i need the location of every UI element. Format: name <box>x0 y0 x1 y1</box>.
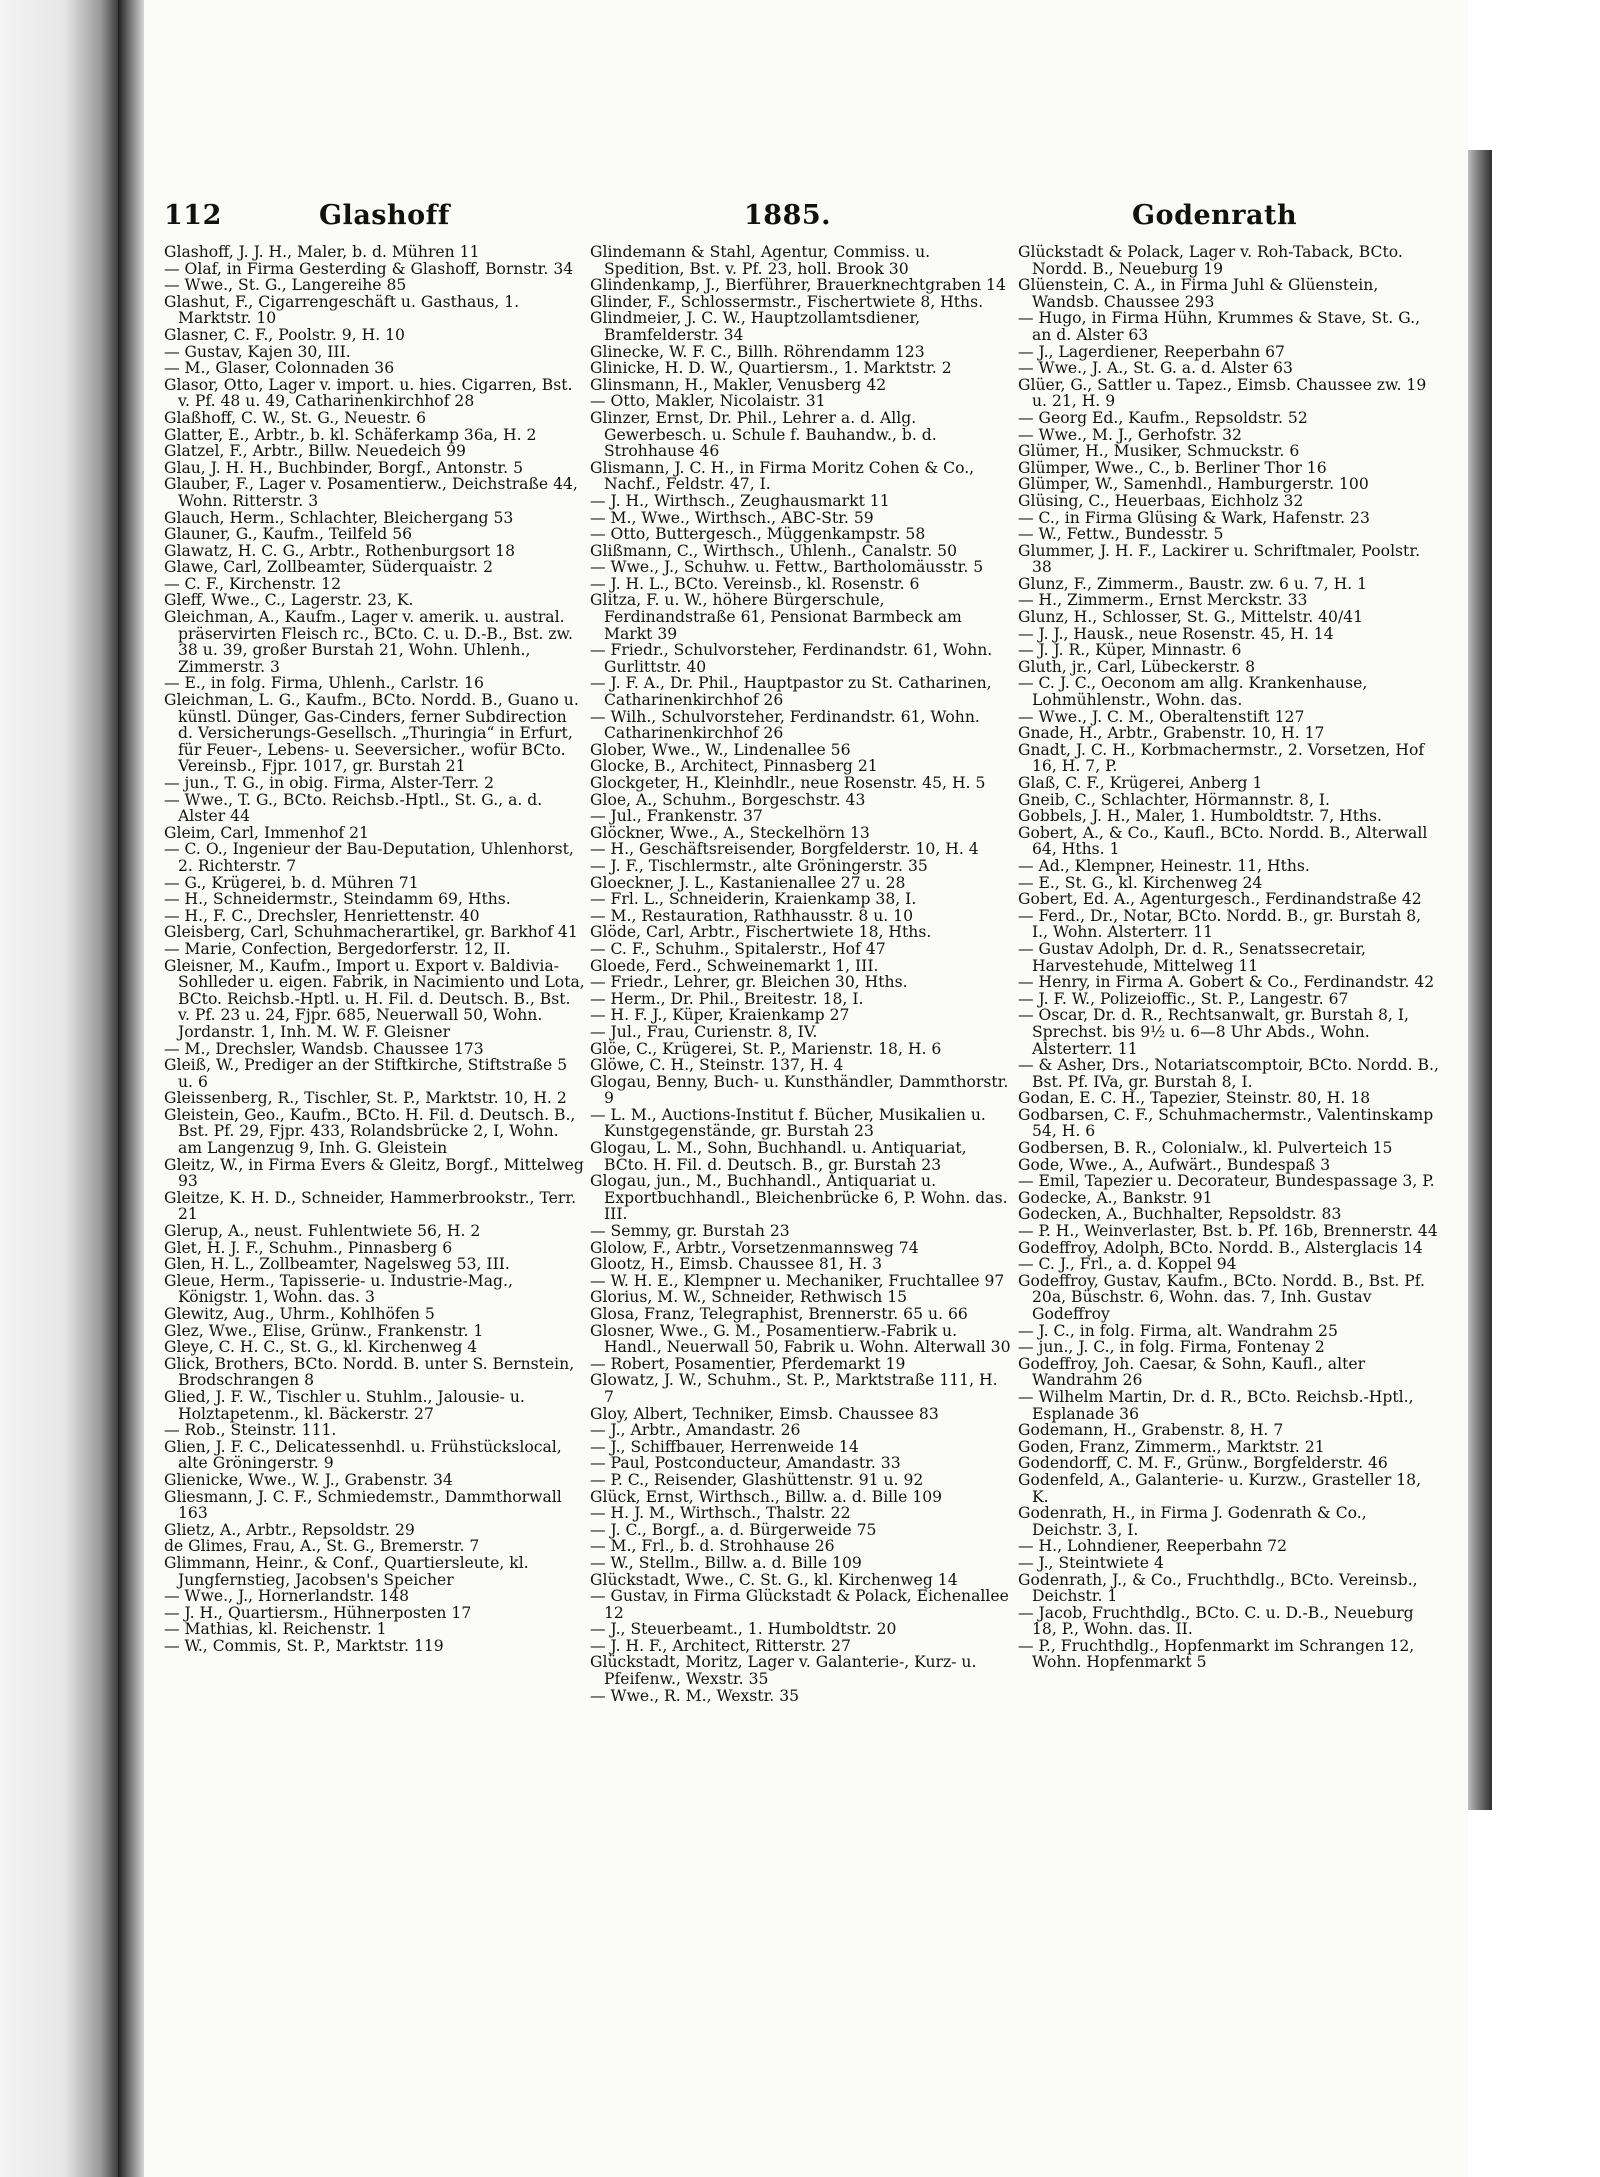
directory-entry: Gleistein, Geo., Kaufm., BCto. H. Fil. d. Deutsch. B., Bst. Pf. 29, Fjpr. 433, Rolandsbrücke 2, I, Wohn. am Langenzug 9, Inh. G. Gleistein <box>164 1105 576 1158</box>
directory-entry: — Jul., Frau, Curienstr. 8, IV. <box>590 1022 818 1041</box>
directory-entry: — J. F. A., Dr. Phil., Hauptpastor zu St. Catharinen, Catharinenkirchhof 26 <box>590 674 992 710</box>
directory-entry: Glerup, A., neust. Fuhlentwiete 56, H. 2 <box>164 1222 481 1241</box>
directory-entry: — Wwe., R. M., Wexstr. 35 <box>590 1686 800 1705</box>
directory-entry: — J., Steuerbeamt., 1. Humboldtstr. 20 <box>590 1620 897 1639</box>
directory-entry: — Ferd., Dr., Notar, BCto. Nordd. B., gr. Burstah 8, I., Wohn. Alsterterr. 11 <box>1018 906 1422 942</box>
directory-entry: — Gustav, Kajen 30, III. <box>164 342 351 361</box>
directory-entry: — M., Restauration, Rathhausstr. 8 u. 10 <box>590 906 914 925</box>
directory-entry: Gneib, C., Schlachter, Hörmannstr. 8, I. <box>1018 790 1331 809</box>
directory-entry: — E., St. G., kl. Kirchenweg 24 <box>1018 873 1263 892</box>
directory-entry: — J. F. W., Polizeioffic., St. P., Langestr. 67 <box>1018 989 1349 1008</box>
directory-entry: — Ad., Klempner, Heinestr. 11, Hths. <box>1018 856 1310 875</box>
directory-entry: — Paul, Postconducteur, Amandastr. 33 <box>590 1454 901 1473</box>
directory-entry: — G., Krügerei, b. d. Mühren 71 <box>164 873 419 892</box>
directory-entry: Glatzel, F., Arbtr., Billw. Neuedeich 99 <box>164 442 466 461</box>
directory-entry: Glen, H. L., Zollbeamter, Nagelsweg 53, III. <box>164 1255 510 1274</box>
directory-entry: Glindmeier, J. C. W., Hauptzollamtsdiener, Bramfelderstr. 34 <box>590 309 921 344</box>
directory-entry: — Wwe., T. G., BCto. Reichsb.-Hptl., St. G., a. d. Alster 44 <box>164 790 543 826</box>
directory-entry: — C. J., Frl., a. d. Koppel 94 <box>1018 1255 1237 1274</box>
directory-entry: Glet, H. J. F., Schuhm., Pinnasberg 6 <box>164 1238 453 1257</box>
directory-entry: Glümper, Wwe., C., b. Berliner Thor 16 <box>1018 458 1327 477</box>
page-header <box>164 200 1464 240</box>
directory-entry: Gleim, Carl, Immenhof 21 <box>164 823 369 842</box>
directory-entry: Godecke, A., Bankstr. 91 <box>1018 1188 1213 1207</box>
directory-entry: — C. F., Schuhm., Spitalerstr., Hof 47 <box>590 939 886 958</box>
directory-entry: Glauch, Herm., Schlachter, Bleichergang 53 <box>164 508 514 527</box>
directory-entry: — H., Lohndiener, Reeperbahn 72 <box>1018 1537 1287 1556</box>
directory-entry: — J. H. F., Architect, Ritterstr. 27 <box>590 1636 851 1655</box>
directory-entry: — Georg Ed., Kaufm., Repsoldstr. 52 <box>1018 408 1308 427</box>
directory-entry: — Semmy, gr. Burstah 23 <box>590 1222 790 1241</box>
directory-entry: Gnadt, J. C. H., Korbmachermstr., 2. Vorsetzen, Hof 16, H. 7, P. <box>1018 740 1425 776</box>
directory-entry: — J. J. R., Küper, Minnastr. 6 <box>1018 641 1242 660</box>
directory-entry: Glaß, C. F., Krügerei, Anberg 1 <box>1018 774 1263 792</box>
directory-entry: Glaßhoff, C. W., St. G., Neuestr. 6 <box>164 408 427 427</box>
directory-entry: Glöckner, Wwe., A., Steckelhörn 13 <box>590 823 870 842</box>
directory-entry: Glien, J. F. C., Delicatessenhdl. u. Frühstückslocal, alte Gröningerstr. 9 <box>164 1437 562 1473</box>
directory-entry: Glootz, H., Eimsb. Chaussee 81, H. 3 <box>590 1255 883 1274</box>
running-head-right: Godenrath <box>1132 200 1298 231</box>
directory-entry: Glüenstein, C. A., in Firma Juhl & Glüenstein, Wandsb. Chaussee 293 <box>1018 276 1379 311</box>
column-3 <box>1018 244 1440 1671</box>
directory-entry: — M., Frl., b. d. Strohhause 26 <box>590 1537 835 1556</box>
directory-entry: Glowatz, J. W., Schuhm., St. P., Marktstraße 111, H. 7 <box>590 1371 998 1406</box>
directory-entry: — P. C., Reisender, Glashüttenstr. 91 u. 92 <box>590 1470 924 1489</box>
directory-entry: — H., Schneidermstr., Steindamm 69, Hths. <box>164 890 511 909</box>
directory-entry: Gloeckner, J. L., Kastanienallee 27 u. 28 <box>590 873 906 892</box>
directory-entry: Gleisberg, Carl, Schuhmacherartikel, gr. Barkhof 41 <box>164 923 578 942</box>
directory-entry: Glasner, C. F., Poolstr. 9, H. 10 <box>164 325 405 344</box>
directory-entry: Gloe, A., Schuhm., Borgeschstr. 43 <box>590 790 866 809</box>
directory-entry: Gleitz, W., in Firma Evers & Gleitz, Borgf., Mittelweg 93 <box>164 1155 584 1191</box>
directory-entry: — H. F. J., Küper, Kraienkamp 27 <box>590 1006 850 1025</box>
page-number: 112 <box>164 200 222 231</box>
directory-entry: Gobert, Ed. A., Agenturgesch., Ferdinandstraße 42 <box>1018 890 1422 909</box>
directory-entry: — Mathias, kl. Reichenstr. 1 <box>164 1620 387 1639</box>
directory-entry: — W., Fettw., Bundesstr. 5 <box>1018 525 1224 544</box>
directory-entry: Gode, Wwe., A., Aufwärt., Bundespaß 3 <box>1018 1155 1331 1174</box>
directory-entry: — Herm., Dr. Phil., Breitestr. 18, I. <box>590 989 864 1008</box>
directory-entry: Gluth, jr., Carl, Lübeckerstr. 8 <box>1018 657 1256 676</box>
directory-entry: Glümper, W., Samenhdl., Hamburgerstr. 100 <box>1018 475 1369 494</box>
directory-entry: — Robert, Posamentier, Pferdemarkt 19 <box>590 1354 906 1373</box>
running-head-left: Glashoff <box>319 200 450 231</box>
directory-entry: — H., Zimmerm., Ernst Merckstr. 33 <box>1018 591 1308 610</box>
directory-entry: — C. J. C., Oeconom am allg. Krankenhause, Lohmühlenstr., Wohn. das. <box>1018 674 1368 710</box>
directory-entry: Glolow, F., Arbtr., Vorsetzenmannsweg 74 <box>590 1238 919 1257</box>
directory-entry: Glückstadt & Polack, Lager v. Roh-Taback, BCto. Nordd. B., Neueburg 19 <box>1018 243 1403 278</box>
directory-entry: — Jul., Frankenstr. 37 <box>590 807 763 826</box>
directory-entry: — Wwe., J. A., St. G. a. d. Alster 63 <box>1018 359 1293 378</box>
directory-entry: Godeffroy, Joh. Caesar, & Sohn, Kaufl., alter Wandrahm 26 <box>1018 1354 1366 1390</box>
right-page-edge <box>1468 150 1492 1810</box>
directory-entry: — Marie, Confection, Bergedorferstr. 12, II. <box>164 939 511 958</box>
directory-entry: Gliesmann, J. C. F., Schmiedemstr., Dammthorwall 163 <box>164 1487 562 1523</box>
directory-entry: — Otto, Buttergesch., Müggenkampstr. 58 <box>590 525 926 544</box>
directory-entry: Glogau, L. M., Sohn, Buchhandl. u. Antiquariat, BCto. H. Fil. d. Deutsch. B., gr. Burstah 23 <box>590 1139 967 1174</box>
directory-entry: Godemann, H., Grabenstr. 8, H. 7 <box>1018 1421 1284 1440</box>
directory-entry: Gleisner, M., Kaufm., Import u. Export v. Baldivia-Sohlleder u. eigen. Fabrik, in Nacimiento und Lota, BCto. Reichsb.-Hptl. u. H. Fil. d. Deutsch. B., Bst. v. Pf. 23 u. 24, Fjpr. 685, Neuerwall 50, Wohn. Jordanstr. 1, Inh. M. W. F. Gleisner <box>164 956 585 1041</box>
directory-entry: Glüsing, C., Heuerbaas, Eichholz 32 <box>1018 491 1304 510</box>
directory-entry: — Oscar, Dr. d. R., Rechtsanwalt, gr. Burstah 8, I, Sprechst. bis 9½ u. 6—8 Uhr Abds., Wohn. Alsterterr. 11 <box>1018 1006 1409 1058</box>
directory-entry: Glimmann, Heinr., & Conf., Quartiersleute, kl. Jungfernstieg, Jacobsen's Speicher <box>164 1553 529 1589</box>
directory-entry: Glober, Wwe., W., Lindenallee 56 <box>590 740 851 759</box>
directory-entry: Glitza, F. u. W., höhere Bürgerschule, Ferdinandstraße 61, Pensionat Barmbeck am Markt 39 <box>590 591 962 643</box>
directory-entry: — Wwe., J. C. M., Oberaltenstift 127 <box>1018 707 1305 726</box>
directory-entry: Glismann, J. C. H., in Firma Moritz Cohen & Co., Nachf., Feldstr. 47, I. <box>590 458 975 494</box>
directory-entry: Glogau, jun., M., Buchhandl., Antiquariat u. Exportbuchhandl., Bleichenbrücke 6, P. Wohn. das. III. <box>590 1172 1008 1224</box>
directory-entry: Glunz, F., Zimmerm., Baustr. zw. 6 u. 7, H. 1 <box>1018 574 1368 593</box>
directory-entry: Gleitze, K. H. D., Schneider, Hammerbrookstr., Terr. 21 <box>164 1188 577 1224</box>
directory-entry: Glawe, Carl, Zollbeamter, Süderquaistr. 2 <box>164 558 493 577</box>
directory-entry: — Gustav, in Firma Glückstadt & Polack, Eichenallee 12 <box>590 1587 1009 1622</box>
directory-entry: Glauber, F., Lager v. Posamentierw., Deichstraße 44, Wohn. Ritterstr. 3 <box>164 475 578 510</box>
directory-entry: — J. C., in folg. Firma, alt. Wandrahm 25 <box>1018 1321 1338 1340</box>
book-spine-shadow <box>118 0 144 2177</box>
directory-entry: Gleichman, A., Kaufm., Lager v. amerik. u. austral. präservirten Fleisch rc., BCto. C. u. D.-B., Bst. zw. 38 u. 39, großer Burstah 21, Wohn. Uhlenh., Zimmerstr. 3 <box>164 608 574 676</box>
directory-entry: — Frl. L., Schneiderin, Kraienkamp 38, I. <box>590 890 917 909</box>
directory-entry: — P. H., Weinverlaster, Bst. b. Pf. 16b, Brennerstr. 44 <box>1018 1222 1438 1241</box>
directory-entry: — J., Schiffbauer, Herrenweide 14 <box>590 1437 859 1456</box>
directory-entry: — J. H., Quartiersm., Hühnerposten 17 <box>164 1603 472 1622</box>
directory-entry: — J., Arbtr., Amandastr. 26 <box>590 1421 801 1440</box>
left-page-edge <box>0 0 118 2177</box>
directory-entry: Glockgeter, H., Kleinhdlr., neue Rosenstr. 45, H. 5 <box>590 774 986 792</box>
directory-entry: Godbarsen, C. F., Schuhmachermstr., Valentinskamp 54, H. 6 <box>1018 1105 1434 1141</box>
directory-entry: — M., Wwe., Wirthsch., ABC-Str. 59 <box>590 508 874 527</box>
directory-entry: de Glimes, Frau, A., St. G., Bremerstr. 7 <box>164 1537 480 1556</box>
directory-entry: — Wwe., J., Hornerlandstr. 148 <box>164 1587 410 1606</box>
directory-entry: — W., Commis, St. P., Marktstr. 119 <box>164 1636 444 1655</box>
directory-entry: Glashoff, J. J. H., Maler, b. d. Mühren 11 <box>164 243 480 261</box>
directory-entry: — Olaf, in Firma Gesterding & Glashoff, Bornstr. 34 <box>164 259 574 278</box>
directory-entry: Glogau, Benny, Buch- u. Kunsthändler, Dammthorstr. 9 <box>590 1072 1009 1108</box>
directory-entry: — C. F., Kirchenstr. 12 <box>164 574 342 593</box>
directory-entry: — J. J., Hausk., neue Rosenstr. 45, H. 14 <box>1018 624 1334 643</box>
directory-entry: Glosner, Wwe., G. M., Posamentierw.-Fabrik u. Handl., Neuerwall 50, Fabrik u. Wohn. Alterwall 30 <box>590 1321 1011 1357</box>
directory-entry: Glau, J. H. H., Buchbinder, Borgf., Antonstr. 5 <box>164 458 524 477</box>
directory-entry: Godendorff, C. M. F., Grünw., Borgfelderstr. 46 <box>1018 1454 1388 1473</box>
directory-entry: Godenfeld, A., Galanterie- u. Kurzw., Grasteller 18, K. <box>1018 1470 1422 1506</box>
directory-entry: — jun., J. C., in folg. Firma, Fontenay 2 <box>1018 1338 1325 1357</box>
directory-entry: — Otto, Makler, Nicolaistr. 31 <box>590 392 826 411</box>
directory-entry: Glinsmann, H., Makler, Venusberg 42 <box>590 375 887 394</box>
directory-entry: Glick, Brothers, BCto. Nordd. B. unter S. Bernstein, Brodschrangen 8 <box>164 1354 575 1390</box>
directory-entry: Glatter, E., Arbtr., b. kl. Schäferkamp 36a, H. 2 <box>164 425 537 444</box>
directory-entry: Gleiß, W., Prediger an der Stiftkirche, Stiftstraße 5 u. 6 <box>164 1056 568 1091</box>
directory-entry: Glückstadt, Moritz, Lager v. Galanterie-, Kurz- u. Pfeifenw., Wexstr. 35 <box>590 1653 977 1689</box>
directory-entry: — Wwe., St. G., Langereihe 85 <box>164 276 407 295</box>
directory-entry: — Wwe., M. J., Gerhofstr. 32 <box>1018 425 1242 444</box>
directory-entry: — W., Stellm., Billw. a. d. Bille 109 <box>590 1553 862 1572</box>
page-year: 1885. <box>744 200 832 231</box>
directory-entry: Glunz, H., Schlosser, St. G., Mittelstr. 40/41 <box>1018 608 1364 627</box>
directory-entry: Gloede, Ferd., Schweinemarkt 1, III. <box>590 956 879 975</box>
directory-entry: — J. C., Borgf., a. d. Bürgerweide 75 <box>590 1520 877 1539</box>
directory-entry: Gleff, Wwe., C., Lagerstr. 23, K. <box>164 591 414 610</box>
directory-entry: — H., F. C., Drechsler, Henriettenstr. 40 <box>164 906 480 925</box>
directory-entry: — Rob., Steinstr. 111. <box>164 1421 337 1440</box>
directory-entry: — Henry, in Firma A. Gobert & Co., Ferdinandstr. 42 <box>1018 973 1435 992</box>
directory-entry: — C., in Firma Glüsing & Wark, Hafenstr. 23 <box>1018 508 1370 527</box>
directory-entry: Glauner, G., Kaufm., Teilfeld 56 <box>164 525 413 544</box>
directory-entry: Gleissenberg, R., Tischler, St. P., Marktstr. 10, H. 2 <box>164 1089 567 1108</box>
directory-entry: Glasor, Otto, Lager v. import. u. hies. Cigarren, Bst. v. Pf. 48 u. 49, Catharinenkirchhof 28 <box>164 375 573 411</box>
directory-entry: — M., Glaser, Colonnaden 36 <box>164 359 395 378</box>
directory-entry: Glöe, C., Krügerei, St. P., Marienstr. 18, H. 6 <box>590 1039 942 1058</box>
directory-entry: Gleye, C. H. C., St. G., kl. Kirchenweg 4 <box>164 1338 478 1357</box>
directory-entry: Glummer, J. H. F., Lackirer u. Schriftmaler, Poolstr. 38 <box>1018 541 1421 577</box>
directory-entry: Godbersen, B. R., Colonialw., kl. Pulverteich 15 <box>1018 1139 1393 1158</box>
directory-entry: — Jacob, Fruchthdlg., BCto. C. u. D.-B., Neueburg 18, P., Wohn. das. II. <box>1018 1603 1414 1639</box>
directory-entry: — Gustav Adolph, Dr. d. R., Senatssecretair, Harvestehude, Mittelweg 11 <box>1018 939 1367 975</box>
directory-entry: — Friedr., Lehrer, gr. Bleichen 30, Hths. <box>590 973 908 992</box>
directory-entry: Glöde, Carl, Arbtr., Fischertwiete 18, Hths. <box>590 923 932 942</box>
directory-entry: — M., Drechsler, Wandsb. Chaussee 173 <box>164 1039 484 1058</box>
directory-entry: Gobert, A., & Co., Kaufl., BCto. Nordd. B., Alterwall 64, Hths. 1 <box>1018 823 1428 859</box>
directory-entry: Godecken, A., Buchhalter, Repsoldstr. 83 <box>1018 1205 1342 1224</box>
directory-entry: Goden, Franz, Zimmerm., Marktstr. 21 <box>1018 1437 1325 1456</box>
directory-entry: Glawatz, H. C. G., Arbtr., Rothenburgsort 18 <box>164 541 516 560</box>
directory-entry: — H. J. M., Wirthsch., Thalstr. 22 <box>590 1504 851 1523</box>
column-1 <box>164 244 586 1654</box>
directory-entry: Glindenkamp, J., Bierführer, Brauerknechtgraben 14 <box>590 276 1006 295</box>
directory-entry: Glez, Wwe., Elise, Grünw., Frankenstr. 1 <box>164 1321 484 1340</box>
directory-entry: Gobbels, J. H., Maler, 1. Humboldtstr. 7, Hths. <box>1018 807 1382 826</box>
directory-entry: Glinecke, W. F. C., Billh. Röhrendamm 123 <box>590 342 925 361</box>
directory-entry: — & Asher, Drs., Notariatscomptoir, BCto. Nordd. B., Bst. Pf. IVa, gr. Burstah 8, I. <box>1018 1056 1439 1091</box>
directory-entry: — Friedr., Schulvorsteher, Ferdinandstr. 61, Wohn. Gurlittstr. 40 <box>590 641 993 676</box>
directory-entry: — J., Lagerdiener, Reeperbahn 67 <box>1018 342 1285 361</box>
directory-entry: — Wwe., J., Schuhw. u. Fettw., Bartholomäusstr. 5 <box>590 558 984 577</box>
directory-entry: Glöwe, C. H., Steinstr. 137, H. 4 <box>590 1056 844 1075</box>
directory-entry: Glorius, M. W., Schneider, Rethwisch 15 <box>590 1288 908 1307</box>
directory-entry: Gleichman, L. G., Kaufm., BCto. Nordd. B., Guano u. künstl. Dünger, Gas-Cinders, ferner Subdirection d. Versicherungs-Gesellsch. „Thuringia“ in Erfurt, für Feuer-, Lebens- u. Seeversicher., wofür BCto. Vereinsb., Fjpr. 1017, gr. Burstah 21 <box>164 691 579 776</box>
directory-entry: — J. H. L., BCto. Vereinsb., kl. Rosenstr. 6 <box>590 574 920 593</box>
directory-entry: Godeffroy, Gustav, Kaufm., BCto. Nordd. B., Bst. Pf. 20a, Büschstr. 6, Wohn. das. 7, Inh. Gustav Godeffroy <box>1018 1271 1425 1323</box>
directory-entry: Gloy, Albert, Techniker, Eimsb. Chaussee 83 <box>590 1404 939 1423</box>
directory-entry: Glosa, Franz, Telegraphist, Brennerstr. 65 u. 66 <box>590 1305 968 1323</box>
directory-entry: — W. H. E., Klempner u. Mechaniker, Fruchtallee 97 <box>590 1271 1005 1290</box>
directory-entry: Gleue, Herm., Tapisserie- u. Industrie-Mag., Königstr. 1, Wohn. das. 3 <box>164 1271 513 1307</box>
directory-entry: — Emil, Tapezier u. Decorateur, Bundespassage 3, P. <box>1018 1172 1435 1191</box>
directory-entry: — J. H., Wirthsch., Zeughausmarkt 11 <box>590 491 890 510</box>
directory-entry: — jun., T. G., in obig. Firma, Alster-Terr. 2 <box>164 774 494 792</box>
directory-entry: Gnade, H., Arbtr., Grabenstr. 10, H. 17 <box>1018 724 1325 743</box>
directory-entry: — H., Geschäftsreisender, Borgfelderstr. 10, H. 4 <box>590 840 979 859</box>
directory-entry: Godenrath, J., & Co., Fruchthdlg., BCto. Vereinsb., Deichstr. 1 <box>1018 1570 1418 1606</box>
column-2 <box>590 244 1012 1704</box>
directory-entry: — P., Fruchthdlg., Hopfenmarkt im Schrangen 12, Wohn. Hopfenmarkt 5 <box>1018 1636 1415 1672</box>
directory-entry: Glückstadt, Wwe., C. St. G., kl. Kirchenweg 14 <box>590 1570 958 1589</box>
directory-entry: Glüer, G., Sattler u. Tapez., Eimsb. Chaussee zw. 19 u. 21, H. 9 <box>1018 375 1427 411</box>
directory-entry: Godan, E. C. H., Tapezier, Steinstr. 80, H. 18 <box>1018 1089 1371 1108</box>
directory-entry: — E., in folg. Firma, Uhlenh., Carlstr. 16 <box>164 674 484 693</box>
directory-entry: Glocke, B., Architect, Pinnasberg 21 <box>590 757 878 776</box>
directory-entry: Glienicke, Wwe., W. J., Grabenstr. 34 <box>164 1470 453 1489</box>
directory-entry: — Hugo, in Firma Hühn, Krummes & Stave, St. G., an d. Alster 63 <box>1018 309 1421 344</box>
directory-entry: Glinicke, H. D. W., Quartiersm., 1. Marktstr. 2 <box>590 359 952 378</box>
directory-entry: — C. O., Ingenieur der Bau-Deputation, Uhlenhorst, 2. Richterstr. 7 <box>164 840 574 875</box>
directory-entry: — J., Steintwiete 4 <box>1018 1553 1164 1572</box>
directory-entry: Glindemann & Stahl, Agentur, Commiss. u. Spedition, Bst. v. Pf. 23, holl. Brook 30 <box>590 243 931 278</box>
directory-entry: Godenrath, H., in Firma J. Godenrath & Co., Deichstr. 3, I. <box>1018 1504 1367 1539</box>
directory-entry: Glewitz, Aug., Uhrm., Kohlhöfen 5 <box>164 1305 435 1323</box>
directory-entry: Glißmann, C., Wirthsch., Uhlenh., Canalstr. 50 <box>590 541 958 560</box>
directory-entry: Glied, J. F. W., Tischler u. Stuhlm., Jalousie- u. Holztapetenm., kl. Bäckerstr. 27 <box>164 1387 525 1423</box>
directory-entry: Glashut, F., Cigarrengeschäft u. Gasthaus, 1. Marktstr. 10 <box>164 292 520 328</box>
directory-entry: Godeffroy, Adolph, BCto. Nordd. B., Alsterglacis 14 <box>1018 1238 1423 1257</box>
directory-entry: Glinder, F., Schlossermstr., Fischertwiete 8, Hths. <box>590 292 984 311</box>
directory-entry: — J. F., Tischlermstr., alte Gröningerstr. 35 <box>590 856 928 875</box>
directory-entry: Glümer, H., Musiker, Schmuckstr. 6 <box>1018 442 1300 461</box>
directory-entry: Glinzer, Ernst, Dr. Phil., Lehrer a. d. Allg. Gewerbesch. u. Schule f. Bauhandw., b. d. Strohhause 46 <box>590 408 937 461</box>
directory-entry: Glietz, A., Arbtr., Repsoldstr. 29 <box>164 1520 415 1539</box>
directory-entry: Glück, Ernst, Wirthsch., Billw. a. d. Bille 109 <box>590 1487 943 1506</box>
directory-entry: — Wilhelm Martin, Dr. d. R., BCto. Reichsb.-Hptl., Esplanade 36 <box>1018 1387 1414 1423</box>
directory-entry: — Wilh., Schulvorsteher, Ferdinandstr. 61, Wohn. Catharinenkirchhof 26 <box>590 707 980 743</box>
directory-entry: — L. M., Auctions-Institut f. Bücher, Musikalien u. Kunstgegenstände, gr. Burstah 23 <box>590 1105 986 1141</box>
